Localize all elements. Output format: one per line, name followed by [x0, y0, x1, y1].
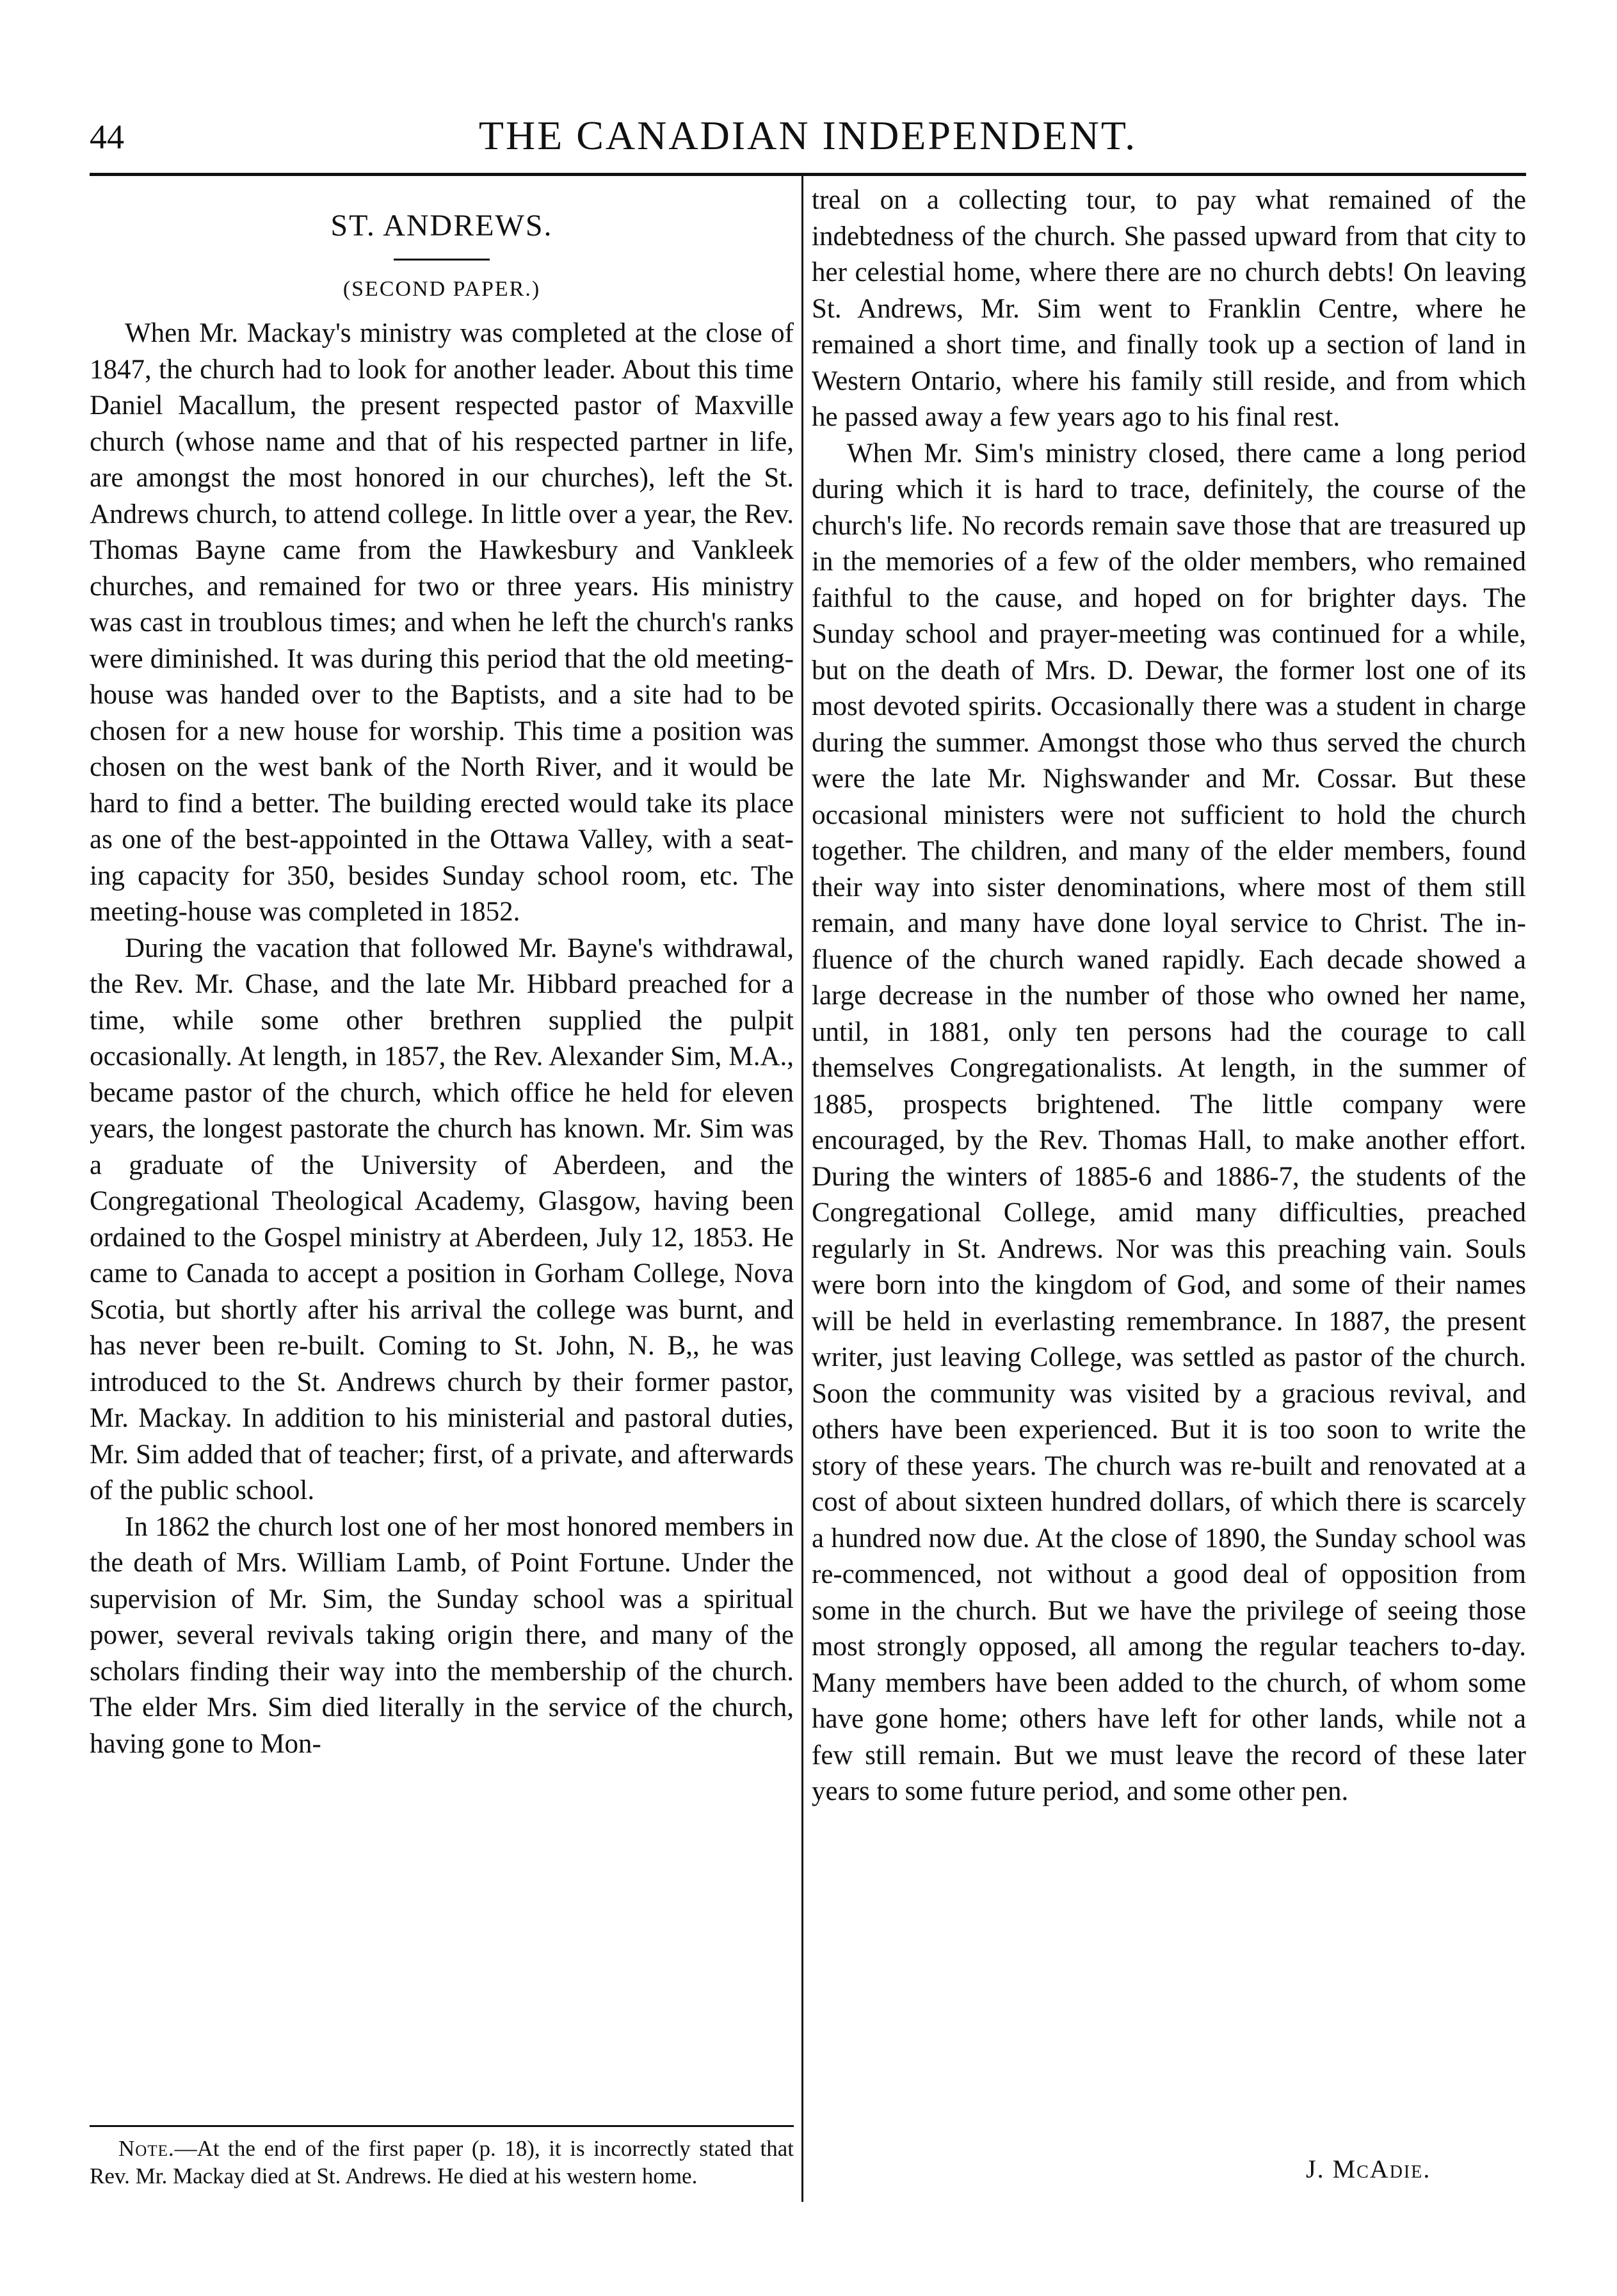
- running-head: [90, 112, 1526, 170]
- footnote-text: —At the end of the first paper (p. 18), it is incorrectly stated that Rev. Mr. Mackay died at St. Andrews. He died at his western home.: [90, 2136, 794, 2188]
- right-column: [812, 182, 1526, 2180]
- article-title: ST. ANDREWS.: [330, 209, 553, 243]
- header-rule: [90, 173, 1526, 176]
- journal-title: THE CANADIAN INDEPENDENT.: [478, 113, 1138, 158]
- paragraph: treal on a collecting tour, to pay what remained of the indebtedness of the church. She passed upward from that city to her celestial home, where there are no church debts! On leaving St. Andrews, Mr. Sim went to Franklin Centre, where he remained a short time, and finally took up a section of land in Western Ontario, where his family still reside, and from which he passed away a few years ago to his final rest.: [812, 185, 1526, 432]
- column-divider: [801, 176, 803, 2202]
- paragraph: During the vacation that followed Mr. Bayne's withdrawal, the Rev. Mr. Chase, and the late Mr. Hibbard preached for a time, while some other brethren supplied the pulpit occasionally. At length, in 1857, the Rev. Alexander Sim, M.A., became pastor of the church, which office he held for eleven years, the longest pastorate the church has known. Mr. Sim was a graduate of the University of Aberdeen, and the Congregational Theological Academy, Glasgow, having been ordained to the Gospel ministry at Aberdeen, July 12, 1853. He came to Canada to accept a position in Gorham College, Nova Scotia, but shortly after his arrival the college was burnt, and has never been re-built. Coming to St. John, N. B,, he was introduced to the St. Andrews church by their former pastor, Mr. Mackay. In addition to his ministerial and pastoral duties, Mr. Sim added that of teacher; first, of a private, and afterwards of the public school.: [90, 933, 794, 1505]
- footnote: [90, 2135, 794, 2190]
- paragraph: When Mr. Sim's ministry closed, there came a long period during which it is hard to trace, definitely, the course of the church's life. No records remain save those that are treasured up in the memories of a few of the older members, who remained faithful to the cause, and hoped on for brighter days. The Sunday school and prayer-meeting was continued for a while, but on the death of Mrs. D. Dewar, the former lost one of its most devoted spirits. Occasionally there was a student in charge during the summer. Amongst those who thus served the church were the late Mr. Nighswander and Mr. Cossar. But these occasional ministers were not sufficient to hold the church together. The children, and many of the elder members, found their way into sister denominations, where most of them still remain, and many have done loyal service to Christ. The influence of the church waned rapidly. Each decade showed a large decrease in the number of those who owned her name, until, in 1881, only ten persons had the courage to call themselves Congregationalists. At length, in the summer of 1885, prospects brightened. The little company were encouraged, by the Rev. Thomas Hall, to make another effort. During the winters of 1885-6 and 1886-7, the students of the Congregational College, amid many difficulties, preached regularly in St. Andrews. Nor was this preaching vain. Souls were born into the kingdom of God, and some of their names will be held in everlasting remembrance. In 1887, the present writer, just leaving College, was settled as pastor of the church. Soon the community was visited by a gracious revival, and others have been experienced. But it is too soon to write the story of these years. The church was re-built and renovated at a cost of about sixteen hundred dollars, of which there is scarcely a hundred now due. At the close of 1890, the Sunday school was re-commenced, not without a good deal of opposition from some in the church. But we have the privilege of seeing those most strongly opposed, all among the regular teachers to-day. Many members have been added to the church, of whom some have gone home; others have left for other lands, while not a few still remain. But we must leave the record of these later years to some future period, and some other pen.: [812, 438, 1526, 1806]
- page-number: 44: [90, 118, 124, 156]
- footnote-label: Note.: [118, 2136, 175, 2161]
- article-subtitle: (SECOND PAPER.): [342, 277, 541, 301]
- footnote-rule: [90, 2125, 794, 2127]
- author-signature: J. McAdie.: [1306, 2155, 1431, 2183]
- title-rule: [394, 259, 490, 261]
- paragraph: When Mr. Mackay's ministry was completed at the close of 1847, the church had to look for another leader. About this time Daniel Macallum, the present respected pastor of Maxville church (whose name and that of his respected partner in life, are amongst the most honored in our churches), left the St. Andrews church, to attend college. In little over a year, the Rev. Thomas Bayne came from the Hawkesbury and Vankleek churches, and remained for two or three years. His ministry was cast in troublous times; and when he left the church's ranks were diminished. It was during this period that the old meeting-house was handed over to the Baptists, and a site had to be chosen for a new house for worship. This time a position was chosen on the west bank of the North River, and it would be hard to find a better. The building erected would take its place as one of the best-appointed in the Ottawa Valley, with a seating capacity for 350, besides Sunday school room, etc. The meeting-house was completed in 1852.: [90, 318, 794, 927]
- left-column: [90, 182, 794, 2115]
- paragraph: In 1862 the church lost one of her most honored members in the death of Mrs. William Lamb, of Point Fortune. Under the supervision of Mr. Sim, the Sunday school was a spiritual power, several revivals taking origin there, and many of the scholars finding their way into the membership of the church. The elder Mrs. Sim died literally in the service of the church, having gone to Mon-: [90, 1511, 794, 1759]
